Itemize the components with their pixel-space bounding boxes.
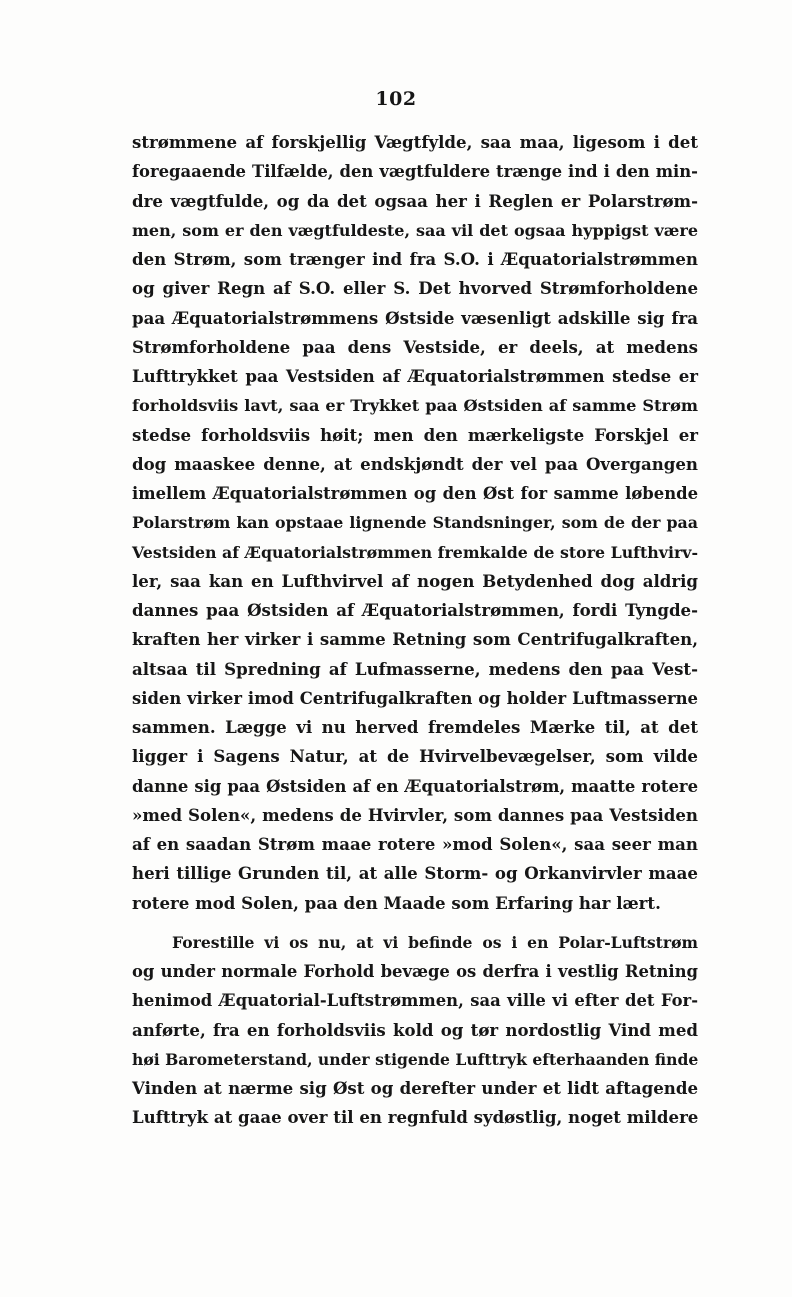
text-line: Vestsiden af Æquatorialstrømmen fremkalde de store Lufthvirv- (132, 542, 698, 562)
text-line: dannes paa Østsiden af Æquatorialstrømmen, fordi Tyngde- (132, 600, 698, 620)
paragraph-1 (132, 128, 698, 918)
text-line: rotere mod Solen, paa den Maade som Erfaring har lært. (132, 892, 661, 913)
text-line: Polarstrøm kan opstaae lignende Standsninger, som de der paa (132, 513, 698, 533)
page-number: 102 (375, 88, 417, 110)
text-line: forholdsviis lavt, saa er Trykket paa Østsiden af samme Strøm (132, 396, 698, 416)
text-line: Strømforholdene paa dens Vestside, er deels, at medens (132, 336, 698, 357)
text-line: anførte, fra en forholdsviis kold og tør nordostlig Vind med (132, 1019, 698, 1040)
text-line: Lufttryk at gaae over til en regnfuld sydøstlig, noget mildere (132, 1107, 699, 1128)
text-line: kraften her virker i samme Retning som Centrifugalkraften, (132, 629, 698, 650)
text-line: altsaa til Spredning af Lufmasserne, medens den paa Vest- (132, 658, 698, 679)
text-line: sammen. Lægge vi nu herved fremdeles Mærke til, at det (132, 717, 698, 737)
text-line: imellem Æquatorialstrømmen og den Øst for samme løbende (132, 484, 698, 503)
text-line: af en saadan Strøm maae rotere »mod Solen«, saa seer man (132, 834, 698, 854)
text-line: paa Æquatorialstrømmens Østside væsenligt adskille sig fra (132, 307, 698, 328)
paragraph-2 (132, 928, 698, 1133)
text-line: og under normale Forhold bevæge os derfra i vestlig Retning (132, 962, 698, 981)
text-line: dre vægtfulde, og da det ogsaa her i Reglen er Polarstrøm- (132, 190, 698, 211)
text-line: dog maaskee denne, at endskjøndt der vel paa Overgangen (132, 453, 698, 474)
text-line: Lufttrykket paa Vestsiden af Æquatorialstrømmen stedse er (132, 366, 698, 386)
text-line: Vinden at nærme sig Øst og derefter under et lidt aftagende (132, 1078, 698, 1098)
body-text (132, 128, 698, 1133)
text-line: siden virker imod Centrifugalkraften og holder Luftmasserne (132, 688, 698, 708)
text-line: heri tillige Grunden til, at alle Storm- og Orkanvirvler maae (132, 863, 698, 884)
text-line: Forestille vi os nu, at vi befinde os i en Polar-Luftstrøm (172, 932, 698, 952)
text-line: danne sig paa Østsiden af en Æquatorialstrøm, maatte rotere (132, 776, 698, 796)
text-line: ligger i Sagens Natur, at de Hvirvelbevægelser, som vilde (132, 746, 698, 767)
text-line: ler, saa kan en Lufthvirvel af nogen Betydenhed dog aldrig (132, 570, 698, 591)
text-line: den Strøm, som trænger ind fra S.O. i Æquatorialstrømmen (132, 249, 698, 269)
text-line: henimod Æquatorial-Luftstrømmen, saa ville vi efter det For- (132, 991, 698, 1011)
text-line: foregaaende Tilfælde, den vægtfuldere trænge ind i den min- (132, 162, 698, 182)
text-line: stedse forholdsviis høit; men den mærkeligste Forskjel er (132, 424, 698, 445)
text-line: høi Barometerstand, under stigende Lufttryk efterhaanden finde (132, 1049, 699, 1069)
text-line: og giver Regn af S.O. eller S. Det hvorved Strømforholdene (132, 278, 698, 299)
text-line: strømmene af forskjellig Vægtfylde, saa maa, ligesom i det (132, 132, 698, 152)
text-line: »med Solen«, medens de Hvirvler, som dannes paa Vestsiden (132, 804, 698, 825)
text-line: men, som er den vægtfuldeste, saa vil det ogsaa hyppigst være (132, 220, 698, 240)
paragraph-gap (132, 918, 698, 928)
